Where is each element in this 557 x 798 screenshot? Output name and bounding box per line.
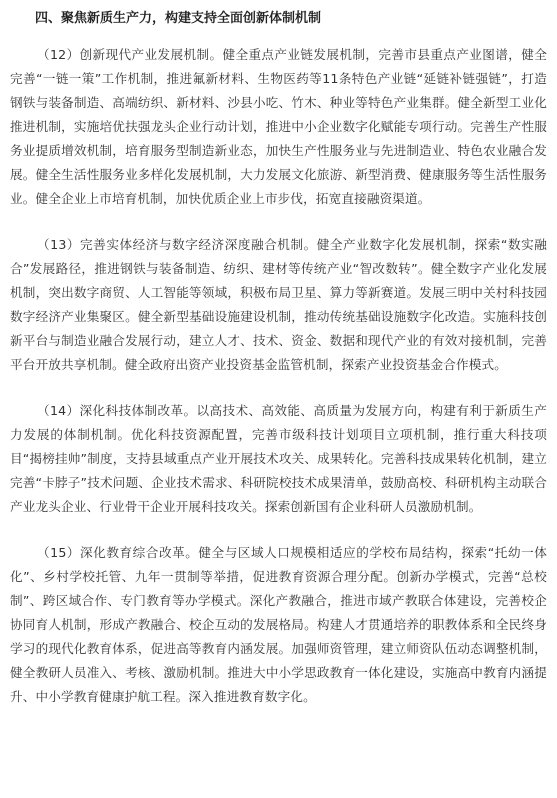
paragraph-13-digital-economy: （13）完善实体经济与数字经济深度融合机制。健全产业数字化发展机制，探索“数实融合”发展路径，推进钢铁与装备制造、纺织、建材等传统产业“智改数转”。健全数字产业化发展机制，突出数字商贸、人工智能等领域，积极布局卫星、算力等新赛道。发展三明中关村科技园数字经济产业集聚区。健全新型基础设施建设机制，推动传统基础设施数字化改造。实施科技创新平台与制造业融合发展行动，建立人才、技术、资金、数据和现代产业的有效对接机制，完善平台开放共享机制。健全政府出资产业投资基金监管机制，探索产业投资基金合作模式。 [10,237,547,372]
paragraph-14-tech-reform: （14）深化科技体制改革。以高技术、高效能、高质量为发展方向，构建有利于新质生产力发展的体制机制。优化科技资源配置，完善市级科技计划项目立项机制，推行重大科技项目“揭榜挂帅”制度，支持县域重点产业开展技术攻关、成果转化。完善科技成果转化机制，建立完善“卡脖子”技术问题、企业技术需求、科研院校技术成果清单，鼓励高校、科研机构主动联合产业龙头企业、行业骨干企业开展科技攻关。探索创新国有企业科研人员激励机制。 [10,403,547,514]
paragraph-12-industry-mechanism: （12）创新现代产业发展机制。健全重点产业链发展机制，完善市县重点产业图谱，健全完善“一链一策”工作机制，推进氟新材料、生物医药等11条特色产业链“延链补链强链”，打造钢铁与装备制造、高端纺织、新材料、沙县小吃、竹木、种业等特色产业集群。健全新型工业化推进机制，实施培优扶强龙头企业行动计划，推进中小企业数字化赋能专项行动。完善生产性服务业提质增效机制，培育服务型制造新业态，加快生产性服务业与先进制造业、特色农业融合发展。健全生活性服务业多样化发展机制，大力发展文化旅游、新型消费、健康服务等生活性服务业。健全企业上市培育机制，加快优质企业上市步伐，拓宽直接融资渠道。 [10,47,547,206]
section-heading: 四、聚焦新质生产力，构建支持全面创新体制机制 [35,11,322,26]
paragraph-15-education-reform: （15）深化教育综合改革。健全与区域人口规模相适应的学校布局结构，探索“托幼一体化”、乡村学校托管、九年一贯制等举措，促进教育资源合理分配。创新办学模式，完善“总校制”、跨区域合作、专门教育等办学模式。深化产教融合，推进市域产教联合体建设，完善校企协同育人机制，形成产教融合、校企互动的发展格局。构建人才贯通培养的职教体系和全民终身学习的现代化教育体系，促进高等教育内涵发展。加强师资管理，建立师资队伍动态调整机制，健全教研人员准入、考核、激励机制。推进大中小学思政教育一体化建设，实施高中教育内涵提升、中小学教育健康护航工程。深入推进教育数字化。 [10,545,547,704]
